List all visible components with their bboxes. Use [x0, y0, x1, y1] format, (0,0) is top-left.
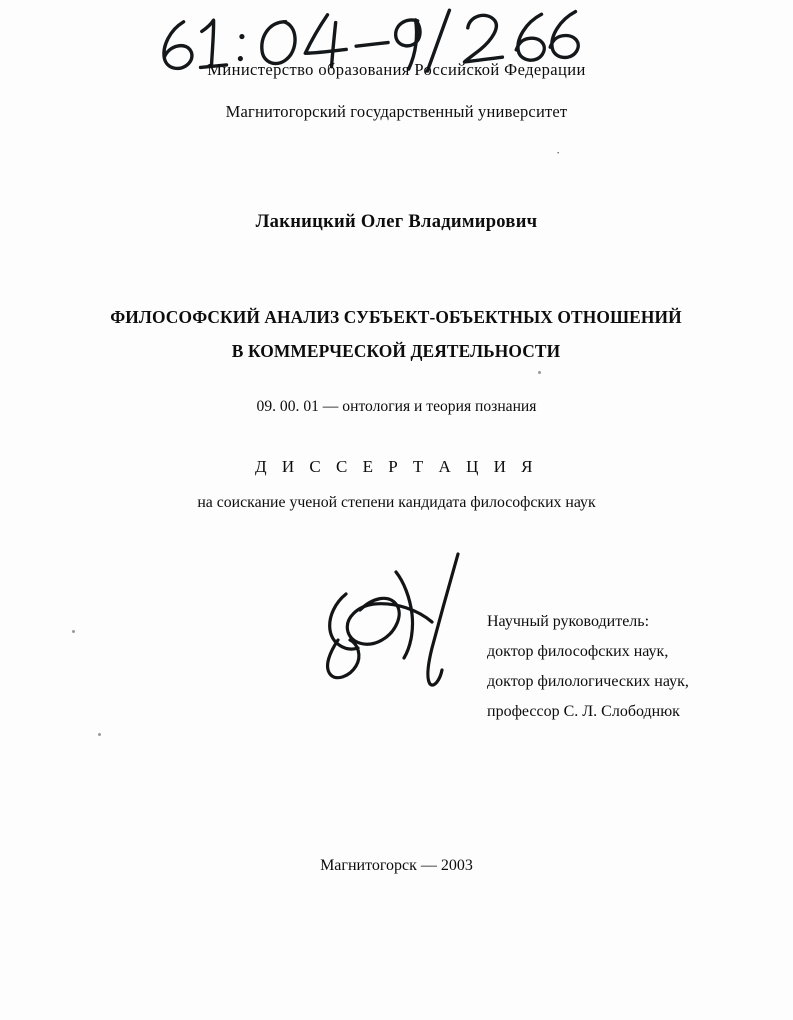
title-line-1: ФИЛОСОФСКИЙ АНАЛИЗ СУБЪЕКТ-ОБЪЕКТНЫХ ОТНОШЕНИЙ	[110, 307, 682, 327]
supervisor-label: Научный руководитель:	[487, 613, 650, 630]
handwritten-signature	[300, 548, 500, 698]
signature-ink	[300, 548, 500, 698]
work-type: Д И С С Е Р Т А Ц И Я	[255, 457, 538, 476]
organization-block	[0, 60, 793, 122]
supervisor-line-1-mid: философских	[537, 643, 630, 660]
margin-mark: ·	[556, 145, 561, 160]
page-title	[96, 300, 696, 368]
supervisor-line-1-left: доктор	[487, 643, 534, 660]
author-name: Лакницкий Олег Владимирович	[255, 212, 538, 232]
scan-artifact-dot	[538, 371, 541, 374]
scan-artifact-dot	[98, 733, 101, 736]
supervisor-line-2-mid: филологических	[537, 673, 651, 690]
degree-line: на соискание ученой степени кандидата философских наук	[197, 494, 596, 511]
supervisor-line-3: профессор С. Л. Слободнюк	[487, 703, 680, 720]
supervisor-line-1-right: наук,	[633, 643, 669, 660]
university-name: Магнитогорский государственный университет	[225, 102, 568, 121]
supervisor-line-1	[487, 637, 735, 667]
supervisor-line-2	[487, 667, 735, 697]
supervisor-line-2-right: наук,	[654, 673, 689, 690]
scan-artifact-dot	[72, 630, 75, 633]
place-and-year: Магнитогорск — 2003	[320, 857, 473, 874]
title-line-2: В КОММЕРЧЕСКОЙ ДЕЯТЕЛЬНОСТИ	[231, 341, 561, 361]
supervisor-block	[487, 607, 777, 727]
supervisor-line-2-left: доктор	[487, 673, 534, 690]
speciality-code: 09. 00. 01 — онтология и теория познания	[256, 398, 537, 415]
ministry-name: Министерство образования Российской Федерации	[207, 60, 586, 79]
